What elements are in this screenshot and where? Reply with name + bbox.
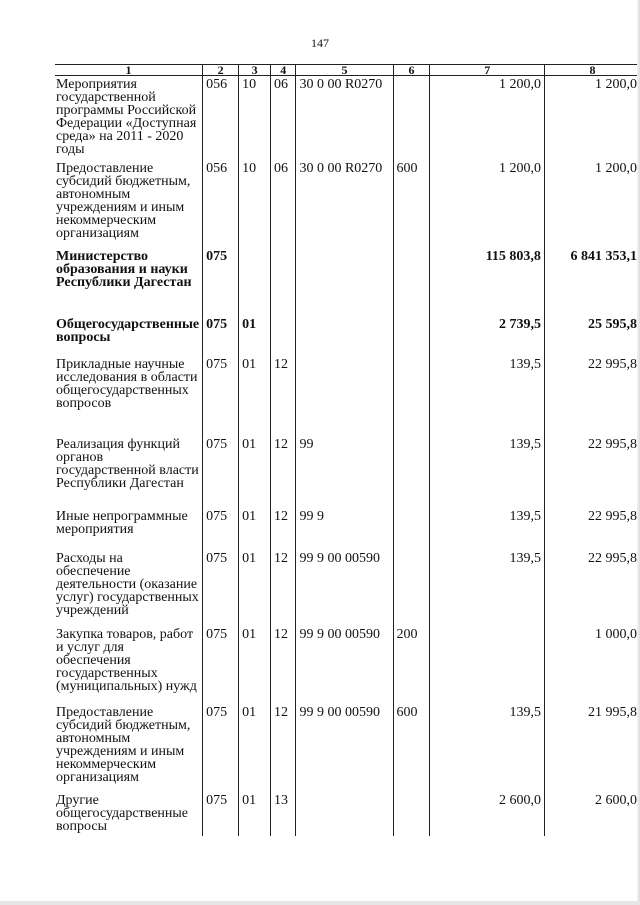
cell-amount-col7: 139,5 xyxy=(430,704,544,792)
cell-subsection-code: 12 xyxy=(270,704,295,792)
row-name: Общегосударственные вопросы xyxy=(56,316,200,345)
cell-amount-col7: 1 200,0 xyxy=(430,160,544,248)
cell-amount-col8: 1 200,0 xyxy=(544,160,640,248)
cell-subsection-code xyxy=(270,316,295,356)
table-row xyxy=(55,436,640,508)
cell-amount-col7: 2 600,0 xyxy=(430,792,544,836)
cell-target-article xyxy=(296,316,393,356)
cell-amount-col8: 22 995,8 xyxy=(544,550,640,626)
scan-bottom-edge xyxy=(0,901,640,905)
cell-amount-col7: 1 200,0 xyxy=(430,76,544,160)
cell-ministry-code: 075 xyxy=(203,792,239,836)
cell-target-article: 30 0 00 R0270 xyxy=(296,76,393,160)
row-name: Другие общегосударственные вопросы xyxy=(56,792,189,834)
cell-amount-col7: 139,5 xyxy=(430,550,544,626)
cell-expense-type: 600 xyxy=(393,704,430,792)
cell-ministry-code: 075 xyxy=(203,508,239,550)
cell-section-code: 01 xyxy=(239,626,271,704)
cell-expense-type: 200 xyxy=(393,626,430,704)
cell-section-code: 01 xyxy=(239,792,271,836)
cell-subsection-code: 12 xyxy=(270,550,295,626)
cell-amount-col8: 22 995,8 xyxy=(544,356,640,436)
cell-amount-col8: 22 995,8 xyxy=(544,436,640,508)
cell-target-article: 99 xyxy=(296,436,393,508)
cell-ministry-code: 075 xyxy=(203,356,239,436)
column-header: 8 xyxy=(544,65,640,76)
cell-subsection-code: 12 xyxy=(270,356,295,436)
row-name: Закупка товаров, работ и услуг для обеспечения государственных (муниципальных) нужд xyxy=(56,626,197,694)
cell-ministry-code: 075 xyxy=(203,550,239,626)
cell-expense-type: 600 xyxy=(393,160,430,248)
table-row xyxy=(55,316,640,356)
cell-subsection-code: 12 xyxy=(270,508,295,550)
cell-section-code: 01 xyxy=(239,508,271,550)
cell-amount-col8: 1 000,0 xyxy=(544,626,640,704)
row-name: Мероприятия государственной программы Российской Федерации «Доступная среда» на 2011 - 2020 годы xyxy=(56,77,197,157)
cell-expense-type xyxy=(393,248,430,316)
cell-amount-col7 xyxy=(430,626,544,704)
cell-amount-col8: 25 595,8 xyxy=(544,316,640,356)
cell-section-code xyxy=(239,248,271,316)
cell-expense-type xyxy=(393,550,430,626)
cell-ministry-code: 056 xyxy=(203,76,239,160)
cell-section-code: 01 xyxy=(239,550,271,626)
cell-ministry-code: 075 xyxy=(203,316,239,356)
row-name: Расходы на обеспечение деятельности (оказание услуг) государственных учреждений xyxy=(56,550,199,618)
table-row xyxy=(55,792,640,836)
cell-expense-type xyxy=(393,76,430,160)
cell-subsection-code: 12 xyxy=(270,626,295,704)
cell-section-code: 10 xyxy=(239,160,271,248)
row-name: Реализация функций органов государственной власти Республики Дагестан xyxy=(56,436,199,491)
cell-subsection-code: 06 xyxy=(270,160,295,248)
cell-subsection-code: 06 xyxy=(270,76,295,160)
cell-amount-col7: 139,5 xyxy=(430,436,544,508)
cell-target-article xyxy=(296,356,393,436)
cell-section-code: 01 xyxy=(239,356,271,436)
row-name: Иные непрограммные мероприятия xyxy=(56,508,188,537)
row-name: Прикладные научные исследования в области общегосударственных вопросов xyxy=(56,356,198,411)
cell-ministry-code: 075 xyxy=(203,436,239,508)
table-row xyxy=(55,550,640,626)
cell-section-code: 10 xyxy=(239,76,271,160)
cell-ministry-code: 056 xyxy=(203,160,239,248)
cell-target-article: 99 9 00 00590 xyxy=(296,626,393,704)
cell-section-code: 01 xyxy=(239,704,271,792)
table-row xyxy=(55,248,640,316)
cell-target-article: 99 9 xyxy=(296,508,393,550)
cell-amount-col7: 139,5 xyxy=(430,356,544,436)
column-header: 3 xyxy=(239,65,271,76)
cell-section-code: 01 xyxy=(239,316,271,356)
cell-target-article: 99 9 00 00590 xyxy=(296,704,393,792)
cell-subsection-code: 12 xyxy=(270,436,295,508)
cell-ministry-code: 075 xyxy=(203,248,239,316)
table-row xyxy=(55,704,640,792)
column-header: 1 xyxy=(55,65,203,76)
cell-subsection-code xyxy=(270,248,295,316)
cell-expense-type xyxy=(393,508,430,550)
cell-amount-col8: 6 841 353,1 xyxy=(544,248,640,316)
cell-ministry-code: 075 xyxy=(203,626,239,704)
cell-amount-col7: 139,5 xyxy=(430,508,544,550)
table-row xyxy=(55,626,640,704)
budget-table xyxy=(55,64,640,836)
column-header: 5 xyxy=(296,65,393,76)
table-row xyxy=(55,160,640,248)
column-header: 6 xyxy=(393,65,430,76)
cell-expense-type xyxy=(393,356,430,436)
column-header: 4 xyxy=(270,65,295,76)
cell-amount-col8: 2 600,0 xyxy=(544,792,640,836)
cell-target-article: 99 9 00 00590 xyxy=(296,550,393,626)
cell-expense-type xyxy=(393,316,430,356)
row-name: Министерство образования и науки Республики Дагестан xyxy=(56,248,192,290)
table-row xyxy=(55,356,640,436)
cell-section-code: 01 xyxy=(239,436,271,508)
cell-target-article xyxy=(296,792,393,836)
cell-expense-type xyxy=(393,792,430,836)
cell-subsection-code: 13 xyxy=(270,792,295,836)
table-header-row xyxy=(55,65,640,76)
cell-expense-type xyxy=(393,436,430,508)
cell-amount-col7: 2 739,5 xyxy=(430,316,544,356)
row-name: Предоставление субсидий бюджетным, автономным учреждениям и иным некоммерческим организациям xyxy=(56,704,191,785)
cell-amount-col8: 21 995,8 xyxy=(544,704,640,792)
cell-amount-col8: 1 200,0 xyxy=(544,76,640,160)
table-row xyxy=(55,76,640,160)
column-header: 2 xyxy=(203,65,239,76)
cell-ministry-code: 075 xyxy=(203,704,239,792)
cell-amount-col8: 22 995,8 xyxy=(544,508,640,550)
cell-amount-col7: 115 803,8 xyxy=(430,248,544,316)
column-header: 7 xyxy=(430,65,544,76)
row-name: Предоставление субсидий бюджетным, автономным учреждениям и иным некоммерческим организациям xyxy=(56,160,191,241)
page-number: 147 xyxy=(311,36,329,50)
cell-target-article xyxy=(296,248,393,316)
table-row xyxy=(55,508,640,550)
cell-target-article: 30 0 00 R0270 xyxy=(296,160,393,248)
